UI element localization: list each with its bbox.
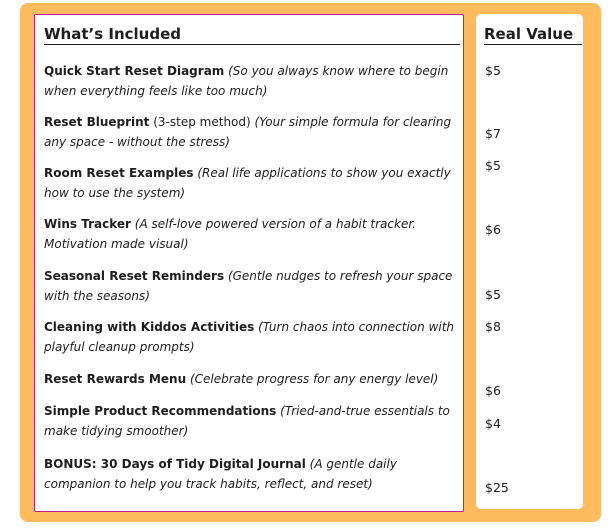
real-value-panel: [476, 14, 583, 509]
item-name: Quick Start Reset Diagram: [44, 64, 225, 78]
item-name: Wins Tracker: [44, 217, 131, 231]
item-description: (A self-love powered version of a habit tracker. Motivation made visual): [44, 217, 416, 251]
value-amount: $6: [485, 222, 501, 237]
list-item: [44, 370, 458, 390]
whats-included-heading: What’s Included: [44, 24, 460, 45]
value-amount: $6: [485, 383, 501, 398]
item-description: (Celebrate progress for any energy level): [189, 372, 439, 386]
value-amount: $25: [485, 480, 509, 495]
list-item: [44, 267, 458, 306]
item-description: (Tried-and-true essentials to make tidying smoother): [44, 404, 450, 438]
value-amount: $5: [485, 287, 501, 302]
item-name: Seasonal Reset Reminders: [44, 269, 225, 283]
value-amount: $7: [485, 126, 501, 141]
item-description: (A gentle daily companion to help you track habits, reflect, and reset): [44, 457, 397, 491]
item-name: Simple Product Recommendations: [44, 404, 277, 418]
item-description: (Turn chaos into connection with playful cleanup prompts): [44, 320, 455, 354]
item-name: Reset Blueprint: [44, 115, 150, 129]
value-amount: $4: [485, 416, 501, 431]
list-item: [44, 164, 458, 203]
item-detail: (3-step method): [153, 115, 251, 129]
item-description: (So you always know where to begin when everything feels like too much): [44, 64, 449, 98]
list-item: [44, 402, 458, 441]
item-description: (Gentle nudges to refresh your space with the seasons): [44, 269, 453, 303]
real-value-heading: Real Value: [484, 24, 582, 45]
item-name: Cleaning with Kiddos Activities: [44, 320, 255, 334]
value-amount: $5: [485, 63, 501, 78]
list-item: [44, 62, 458, 101]
list-item: [44, 215, 458, 254]
item-name: Reset Rewards Menu: [44, 372, 187, 386]
item-description: (Your simple formula for clearing any space - without the stress): [44, 115, 452, 149]
item-description: (Real life applications to show you exactly how to use the system): [44, 166, 451, 200]
value-amount: $8: [485, 319, 501, 334]
list-item: [44, 455, 458, 494]
value-amount: $5: [485, 158, 501, 173]
item-name: BONUS: 30 Days of Tidy Digital Journal: [44, 457, 306, 471]
list-item: [44, 113, 458, 152]
item-name: Room Reset Examples: [44, 166, 194, 180]
list-item: [44, 318, 458, 357]
